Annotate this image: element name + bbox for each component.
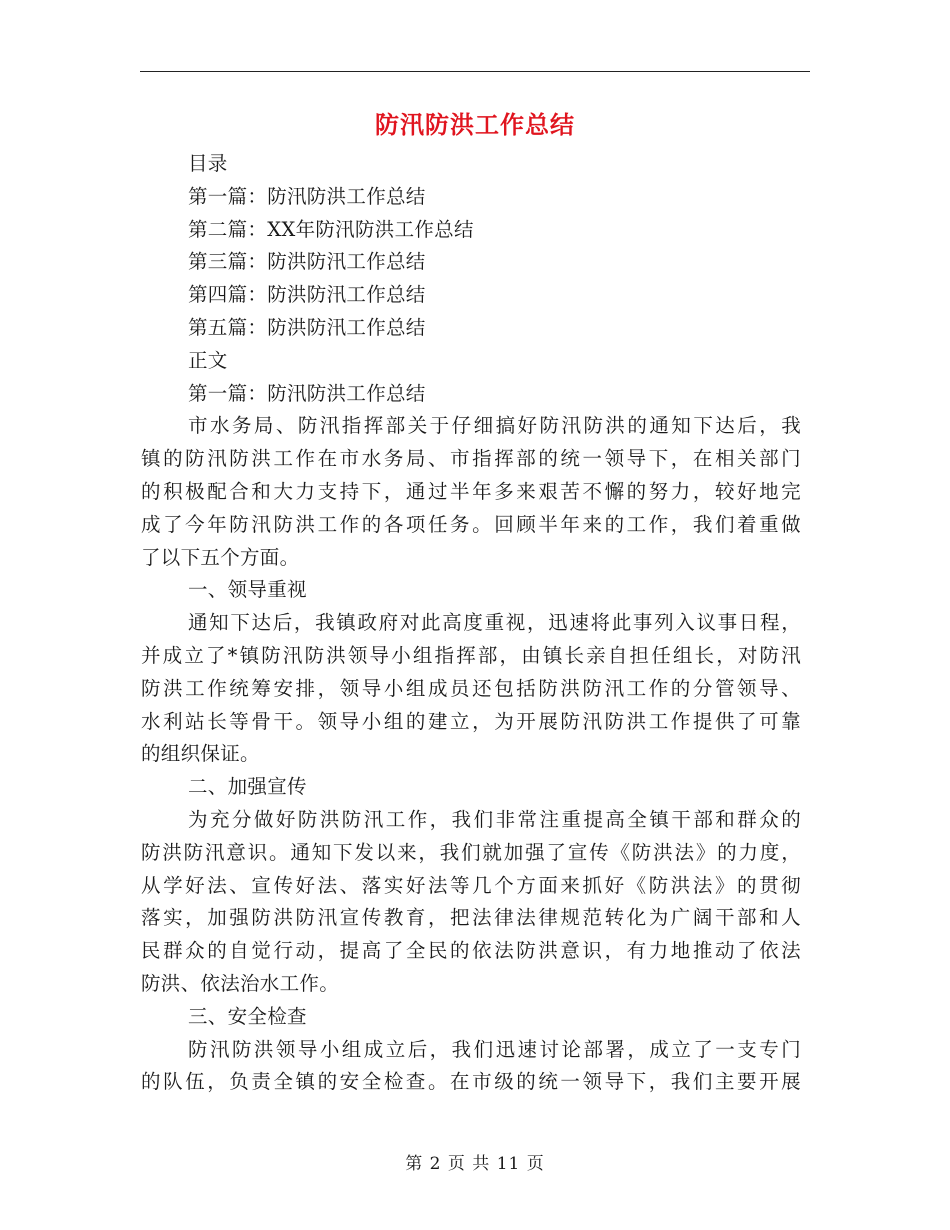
toc-item: 第一篇：防汛防洪工作总结 [188,184,426,208]
paragraph-line: 镇的防汛防洪工作在市水务局、市指挥部的统一领导下，在相关部门 [141,447,801,471]
paragraph-line: 的组织保证。 [141,742,260,766]
header-rule [140,71,810,72]
section-heading: 一、领导重视 [188,578,307,602]
body-heading: 正文 [188,348,228,372]
paragraph-line: 从学好法、宣传好法、落实好法等几个方面来抓好《防洪法》的贯彻 [141,873,801,897]
paragraph-line: 防洪防汛意识。通知下发以来，我们就加强了宣传《防洪法》的力度， [141,840,801,864]
toc-heading: 目录 [188,152,228,175]
paragraph-line: 防洪、依法治水工作。 [141,971,340,995]
paragraph-line: 了以下五个方面。 [141,545,300,569]
toc-item: 第四篇：防洪防汛工作总结 [188,283,426,307]
paragraph-line: 水利站长等骨干。领导小组的建立，为开展防汛防洪工作提供了可靠 [141,709,801,733]
paragraph-line: 防洪工作统筹安排，领导小组成员还包括防洪防汛工作的分管领导、 [141,676,801,700]
toc-item: 第五篇：防洪防汛工作总结 [188,315,426,339]
section-heading: 三、安全检查 [188,1004,307,1028]
paragraph-line: 的队伍，负责全镇的安全检查。在市级的统一领导下，我们主要开展 [141,1070,801,1094]
chapter-heading: 第一篇：防汛防洪工作总结 [188,381,426,405]
paragraph-line: 成了今年防汛防洪工作的各项任务。回顾半年来的工作，我们着重做 [141,512,801,536]
paragraph-line: 的积极配合和大力支持下，通过半年多来艰苦不懈的努力，较好地完 [141,479,801,503]
paragraph-line: 通知下达后，我镇政府对此高度重视，迅速将此事列入议事日程， [188,611,801,635]
section-heading: 二、加强宣传 [188,775,307,799]
paragraph-line: 落实，加强防洪防汛宣传教育，把法律法律规范转化为广阔干部和人 [141,906,801,930]
paragraph-line: 民群众的自觉行动，提高了全民的依法防洪意识，有力地推动了依法 [141,939,801,963]
toc-item: 第二篇：XX年防汛防洪工作总结 [188,217,474,241]
paragraph-line: 市水务局、防汛指挥部关于仔细搞好防汛防洪的通知下达后，我 [188,414,801,438]
document-body [141,148,801,1099]
paragraph-line: 并成立了*镇防汛防洪领导小组指挥部，由镇长亲自担任组长，对防汛 [141,643,801,667]
paragraph-line: 为充分做好防洪防汛工作，我们非常注重提高全镇干部和群众的 [188,807,801,831]
page-number: 第 2 页 共 11 页 [405,1154,545,1174]
paragraph-line: 防汛防洪领导小组成立后，我们迅速讨论部署，成立了一支专门 [188,1037,801,1061]
toc-item: 第三篇：防洪防汛工作总结 [188,250,426,274]
document-title: 防汛防洪工作总结 [375,110,575,139]
